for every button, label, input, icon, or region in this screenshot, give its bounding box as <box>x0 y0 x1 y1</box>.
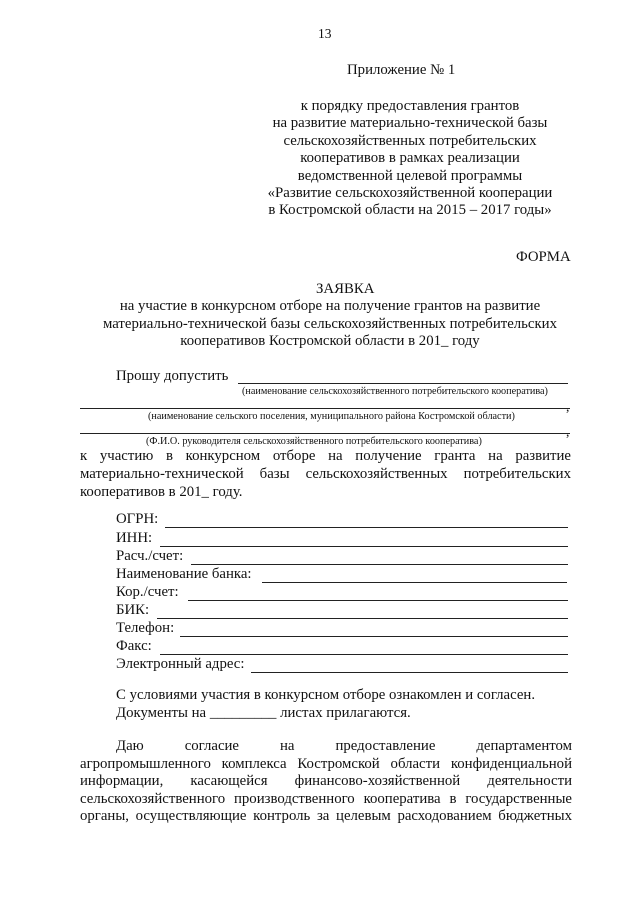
page-number: 13 <box>318 26 332 41</box>
appendix-line: к порядку предоставления грантов <box>300 98 520 114</box>
documents-count-blank[interactable]: _________ <box>209 705 277 721</box>
corr-account-label: Кор./счет: <box>116 584 179 600</box>
request-body-line: кооперативов в 201_ году. <box>80 483 243 500</box>
appendix-line: «Развитие сельскохозяйственной кооперации <box>267 185 553 202</box>
documents-prefix: Документы на <box>116 705 207 721</box>
permission-line: сельскохозяйственного производственного кооператива в государственные <box>80 790 572 807</box>
documents-statement <box>116 705 411 722</box>
application-subtitle <box>80 298 580 351</box>
email-label: Электронный адрес: <box>116 656 245 672</box>
permission-line: информации, касающейся финансово-хозяйственной деятельности <box>80 773 572 790</box>
inn-label: ИНН: <box>116 530 153 546</box>
phone-field[interactable] <box>180 636 568 637</box>
permission-line: Даю согласие на предоставление департаментом <box>116 738 572 754</box>
subtitle-line: на участие в конкурсном отборе на получение грантов на развитие <box>119 298 541 314</box>
appendix-reference <box>240 98 580 220</box>
settlement-caption: (наименование сельского поселения, муниципального района Костромской области) <box>148 411 515 422</box>
bik-field[interactable] <box>157 618 568 619</box>
appendix-line: в Костромской области на 2015 – 2017 годы» <box>268 202 552 219</box>
appendix-line: сельскохозяйственных потребительских <box>283 132 537 149</box>
phone-label: Телефон: <box>116 620 175 636</box>
request-body-line: материально-технической базы сельскохозяйственных потребительских <box>80 465 571 482</box>
ogrn-label: ОГРН: <box>116 511 159 527</box>
permission-paragraph <box>80 738 572 826</box>
fax-label: Факс: <box>116 638 152 654</box>
permission-line: органы, осуществляющие контроль за целевым расходованием бюджетных <box>80 808 572 825</box>
appendix-line: кооперативов в рамках реализации <box>300 150 520 167</box>
ogrn-field[interactable] <box>165 527 568 528</box>
coop-name-line[interactable] <box>238 383 568 384</box>
appendix-line: ведомственной целевой программы <box>297 167 523 184</box>
subtitle-line: кооперативов Костромской области в 201_ году <box>180 333 480 350</box>
documents-suffix: листах прилагаются. <box>280 705 411 721</box>
account-label: Расч./счет: <box>116 548 184 564</box>
head-name-caption: (Ф.И.О. руководителя сельскохозяйственного потребительского кооператива) <box>146 436 482 447</box>
account-field[interactable] <box>191 564 568 565</box>
bank-field[interactable] <box>262 582 567 583</box>
permission-line: агропромышленного комплекса Костромской области конфиденциальной <box>80 755 572 772</box>
settlement-line[interactable] <box>80 408 570 409</box>
agreement-statement: С условиями участия в конкурсном отборе ознакомлен и согласен. <box>116 687 536 703</box>
head-name-line[interactable] <box>80 433 570 434</box>
appendix-line: на развитие материально-технической базы <box>272 115 548 132</box>
form-label: ФОРМА <box>516 249 571 265</box>
subtitle-line: материально-технической базы сельскохозяйственных потребительских <box>102 315 557 332</box>
settlement-comma: , <box>566 399 570 414</box>
application-title: ЗАЯВКА <box>316 281 375 297</box>
inn-field[interactable] <box>160 546 568 547</box>
email-field[interactable] <box>251 672 568 673</box>
corr-account-field[interactable] <box>188 600 568 601</box>
bik-label: БИК: <box>116 602 150 618</box>
request-body <box>80 448 571 501</box>
request-lead: Прошу допустить <box>116 368 229 384</box>
appendix-title: Приложение № 1 <box>347 62 456 78</box>
head-name-comma: , <box>566 424 570 439</box>
coop-name-caption: (наименование сельскохозяйственного потребительского кооператива) <box>242 386 548 397</box>
fax-field[interactable] <box>160 654 568 655</box>
bank-label: Наименование банка: <box>116 566 252 582</box>
request-body-line: к участию в конкурсном отборе на получение гранта на развитие <box>80 448 571 464</box>
